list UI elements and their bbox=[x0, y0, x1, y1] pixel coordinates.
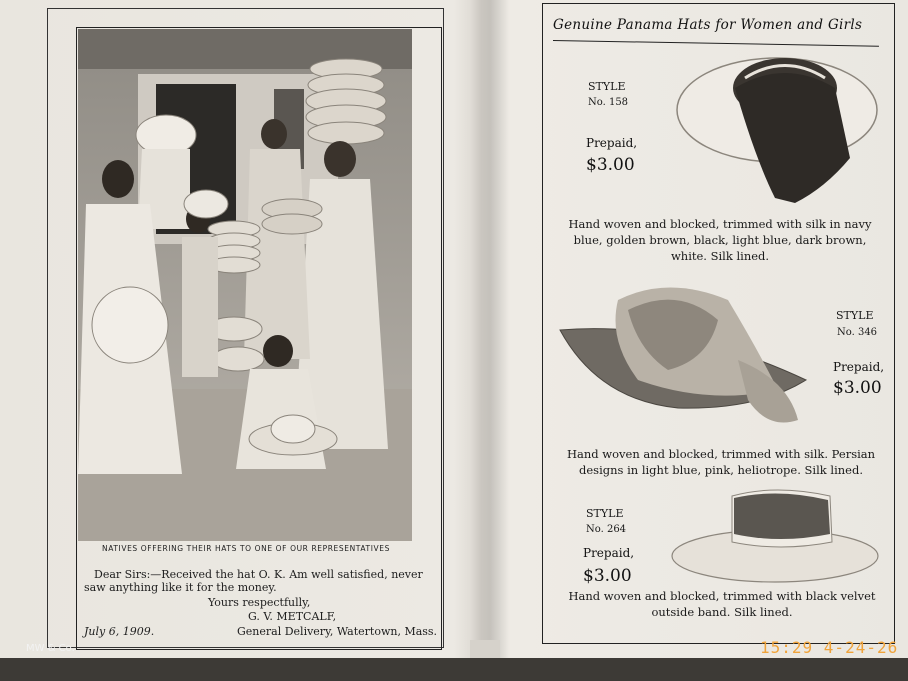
letter-date: July 6, 1909. bbox=[84, 625, 155, 638]
hat-image-346 bbox=[558, 280, 808, 435]
photo-timestamp: 15:29 4-24-26 bbox=[760, 638, 899, 657]
prepaid-label-346: Prepaid, bbox=[833, 360, 885, 374]
style-number-158: No. 158 bbox=[588, 97, 629, 108]
style-number-346: No. 346 bbox=[837, 327, 878, 338]
price-264: $3.00 bbox=[583, 566, 632, 586]
description-346: Hand woven and blocked, trimmed with silk. Persian designs in light blue, pink, heliotrope. Silk lined. bbox=[566, 447, 876, 477]
price-346: $3.00 bbox=[833, 378, 882, 398]
hat-image-158 bbox=[675, 48, 880, 208]
letter-address: General Delivery, Watertown, Mass. bbox=[237, 625, 438, 638]
letter-line-2: saw anything like it for the money. bbox=[84, 581, 277, 594]
photo-caption: NATIVES OFFERING THEIR HATS TO ONE OF OUR REPRESENTATIVES bbox=[102, 544, 390, 553]
book-gutter bbox=[470, 0, 510, 681]
style-label-264: STYLE bbox=[586, 507, 624, 520]
table-surface bbox=[0, 658, 908, 681]
letter-line-1: Dear Sirs:—Received the hat O. K. Am well satisfied, never bbox=[94, 568, 423, 581]
watermark: MW & Co. bbox=[26, 643, 75, 654]
description-158: Hand woven and blocked, trimmed with silk in navy blue, golden brown, black, light blue, dark brown, white. Silk lined. bbox=[568, 217, 872, 263]
prepaid-label-264: Prepaid, bbox=[583, 546, 635, 560]
prepaid-label-158: Prepaid, bbox=[586, 136, 638, 150]
letter-closing: Yours respectfully, bbox=[208, 596, 311, 609]
hat-sellers-photo bbox=[78, 29, 412, 541]
style-label-158: STYLE bbox=[588, 80, 626, 93]
page-title: Genuine Panama Hats for Women and Girls bbox=[553, 17, 863, 33]
style-label-346: STYLE bbox=[836, 309, 874, 322]
hat-image-264 bbox=[670, 484, 880, 584]
style-number-264: No. 264 bbox=[586, 524, 627, 535]
price-158: $3.00 bbox=[586, 155, 635, 175]
letter-signature: G. V. METCALF, bbox=[248, 610, 337, 623]
description-264: Hand woven and blocked, trimmed with black velvet outside band. Silk lined. bbox=[568, 589, 876, 619]
